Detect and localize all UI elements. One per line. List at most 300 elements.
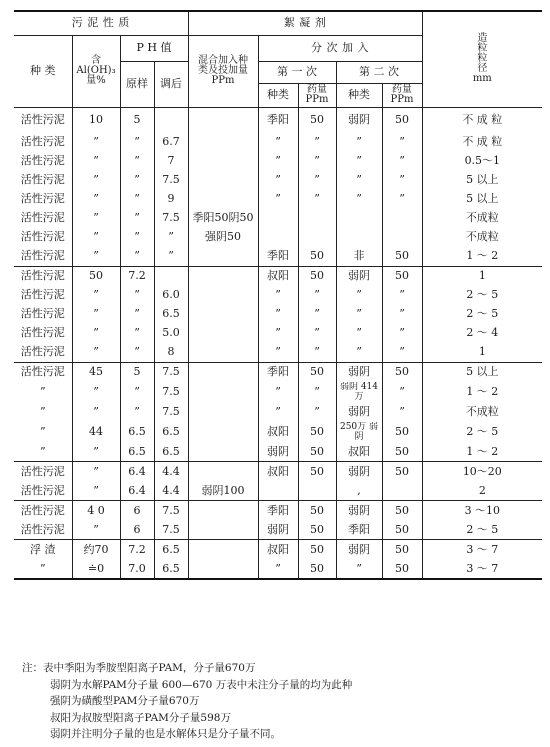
header-dose-1-b: PPm [305,94,329,105]
cell-d2: 50 [382,501,422,521]
cell-d1: 50 [298,520,336,540]
cell-d2: ” [382,286,422,305]
cell-type: 活性污泥 [20,503,65,517]
table-row [14,324,542,343]
cell-type: 活性污泥 [20,365,65,379]
cell-raw: ” [120,286,154,305]
cell-type: 活性污泥 [20,173,65,187]
cell-k1: ” [258,133,298,152]
header-mixed-1: 混合加入种 [198,55,248,66]
cell-raw: 6 [120,501,154,521]
cell-mix [188,382,258,403]
cell-d1: 50 [298,501,336,521]
cell-k1: 叔阳 [258,422,298,443]
cell-k2: 弱阴 [336,363,382,383]
cell-al: ” [72,462,120,482]
table-row [14,540,542,560]
cell-adj: 7 [154,152,188,171]
cell-d1: 50 [298,107,336,133]
cell-k2: ” [336,133,382,152]
cell-k2: ” [336,152,382,171]
cell-type: 活性污泥 [20,154,65,168]
cell-raw: 5 [120,107,154,133]
header-dose-2-a: 药量 [392,84,413,95]
cell-d1 [298,481,336,501]
cell-size: 0.5～1 [422,152,542,171]
cell-d2: ” [382,171,422,190]
header-staged: 分 次 加 入 [258,35,422,61]
cell-al: ” [72,382,120,403]
cell-adj: 6.5 [154,305,188,324]
cell-size: 1 [422,343,542,363]
cell-raw: 5 [120,363,154,383]
cell-mix [188,190,258,209]
header-mixed [188,35,258,107]
cell-k1: 叔阳 [258,462,298,482]
cell-k1 [258,209,298,228]
table-row [14,501,542,521]
cell-mix [188,559,258,579]
cell-raw: ” [120,171,154,190]
cell-k2: 弱阴 [336,267,382,287]
cell-k1: 季阳 [258,363,298,383]
cell-k1: 季阳 [258,501,298,521]
cell-d1: ” [298,324,336,343]
cell-k2: ” [336,343,382,363]
cell-type: 活性污泥 [20,230,65,244]
cell-mix [188,171,258,190]
cell-size: 1 [422,267,542,287]
cell-al: 10 [72,107,120,133]
cell-mix [188,152,258,171]
header-ph-adjusted: 调后 [154,61,188,107]
cell-k2 [336,228,382,247]
cell-type: 活性污泥 [14,247,72,267]
cell-mix [188,363,258,383]
cell-mix [188,540,258,560]
cell-size: 5 以上 [422,171,542,190]
cell-d1 [298,228,336,247]
cell-adj: 6.5 [154,442,188,462]
cell-type: ” [14,442,72,462]
cell-size: 不 成 粒 [422,133,542,152]
cell-type: 活性污泥 [14,481,72,501]
cell-mix [188,403,258,422]
header-dose-1-a: 药量 [307,84,327,95]
cell-raw: ” [120,305,154,324]
cell-type: ” [39,404,46,418]
cell-adj [154,267,188,287]
cell-al: ” [72,403,120,422]
cell-mix [188,442,258,462]
cell-k2: 非 [336,247,382,267]
table-body [14,107,542,579]
table-row [14,171,542,190]
cell-al: ” [72,209,120,228]
cell-adj: 6.5 [154,559,188,579]
table-row [14,520,542,540]
cell-type: 活性污泥 [20,112,65,126]
cell-raw: ” [120,324,154,343]
cell-raw: 7.0 [120,559,154,579]
cell-d1 [298,209,336,228]
cell-k2: ” [336,324,382,343]
cell-size: 3 ～ 7 [422,540,542,560]
cell-k1: 弱阴 [258,520,298,540]
note-line: 弱阴为水解PAM分子量 600—670 万表中未注分子量的均为此种 [50,678,353,691]
header-granule-size-3: 粒 [477,53,488,65]
table-row [14,363,542,383]
data-table [14,10,542,580]
cell-raw: ” [120,209,154,228]
cell-d2: ” [382,382,422,403]
header-second-stage: 第 二 次 [336,61,422,83]
cell-d1: 50 [298,462,336,482]
cell-d2: 50 [382,267,422,287]
cell-d1: ” [298,190,336,209]
cell-k2: 弱阴 [336,540,382,560]
cell-adj: 6.5 [154,540,188,560]
cell-type: ” [14,559,72,579]
table-row [14,382,542,403]
cell-size: 2 ～ 5 [422,520,542,540]
table-row [14,343,542,363]
cell-mix [188,324,258,343]
table-row [14,286,542,305]
header-ph: P H 值 [120,35,188,61]
cell-k2: ” [336,559,382,579]
header-mixed-3: PPm [211,75,235,86]
cell-adj [154,107,188,133]
cell-d2: 50 [382,559,422,579]
note-line: 弱阴并注明分子量的也是水解体只是分子量不同。 [50,728,281,740]
cell-d2 [382,228,422,247]
cell-raw: ” [120,152,154,171]
cell-al: ” [72,343,120,363]
cell-al: ” [72,228,120,247]
header-granule-size-5: mm [472,73,492,85]
header-mixed-2: 类及投加量 [198,65,248,76]
table-row [14,481,542,501]
cell-raw: ” [120,247,154,267]
cell-adj: 7.5 [154,363,188,383]
cell-raw: 7.2 [120,267,154,287]
cell-al: ” [72,286,120,305]
cell-raw: ” [120,382,154,403]
cell-mix [188,286,258,305]
cell-type: 活性污泥 [20,269,65,283]
header-dose-2 [382,83,422,107]
cell-al: ” [72,247,120,267]
cell-size: 1 ～ 2 [422,382,542,403]
header-dose-2-b: PPm [390,94,414,105]
cell-al: 约70 [72,540,120,560]
cell-k1: ” [258,343,298,363]
note-line: 强阴为磺酸型PAM分子量670万 [50,695,200,707]
cell-al: 44 [72,422,120,443]
cell-raw: 6.5 [120,442,154,462]
cell-d2: ” [382,305,422,324]
cell-k1 [258,481,298,501]
cell-mix [188,343,258,363]
cell-d2: ” [382,133,422,152]
cell-k1: ” [258,152,298,171]
cell-raw: 6 [120,520,154,540]
cell-k1: 弱阴 [258,442,298,462]
cell-k1: ” [258,382,298,403]
cell-al: 50 [72,267,120,287]
cell-size: 不 成 粒 [422,107,542,133]
cell-d2: 50 [382,520,422,540]
cell-d2: 50 [382,422,422,443]
header-flocculant: 絮 凝 剂 [188,11,422,35]
notes [22,660,530,743]
table-row [14,152,542,171]
cell-size: 2 ～ 5 [422,305,542,324]
cell-adj: 5.0 [154,324,188,343]
cell-d2 [382,481,422,501]
cell-size: 5 以上 [422,363,542,383]
cell-k1: 季阳 [258,247,298,267]
cell-d2: ” [382,324,422,343]
cell-k1: 叔阳 [258,540,298,560]
cell-type: 活性污泥 [14,343,72,363]
cell-k2: ” [336,190,382,209]
cell-d1: ” [298,133,336,152]
cell-size: 3 ～10 [422,501,542,521]
table-row [14,209,542,228]
header-aloh-1: 含 [91,55,101,66]
cell-d1: ” [298,382,336,403]
cell-type: 活性污泥 [20,464,65,478]
cell-d1: 50 [298,442,336,462]
cell-size: 2 [422,481,542,501]
cell-d1: 50 [298,267,336,287]
cell-size: 1 ～ 2 [422,247,542,267]
header-granule-size [422,11,542,107]
table-row [14,228,542,247]
cell-al: 4 0 [72,501,120,521]
cell-mix: 强阴50 [188,228,258,247]
cell-size: 不成粒 [422,228,542,247]
cell-adj: 4.4 [154,481,188,501]
cell-k2: 弱阴 414万 [336,382,382,403]
header-dose-1 [298,83,336,107]
header-ph-raw: 原样 [120,61,154,107]
cell-type: 活性污泥 [20,307,65,321]
cell-adj: 6.5 [154,422,188,443]
cell-k1: ” [258,305,298,324]
cell-d2: ” [382,343,422,363]
cell-d1: 50 [298,247,336,267]
table-row [14,305,542,324]
note-line: 注：表中季阳为季胺型阳离子PAM，分子量670万 [22,662,256,674]
cell-k2: 弱阴 [336,501,382,521]
cell-mix [188,305,258,324]
table-row [14,190,542,209]
cell-k1: ” [258,171,298,190]
cell-raw: 6.4 [120,481,154,501]
cell-d1: ” [298,305,336,324]
cell-adj: ” [154,247,188,267]
cell-adj: 7.5 [154,403,188,422]
cell-raw: ” [120,133,154,152]
cell-mix [188,462,258,482]
cell-d2: 50 [382,247,422,267]
cell-k2: 250万 弱阴 [336,422,382,443]
table-row [14,107,542,133]
table-row [14,403,542,422]
cell-type: 活性污泥 [20,135,65,149]
cell-type: 活性污泥 [20,326,65,340]
cell-mix [188,133,258,152]
cell-adj: 6.7 [154,133,188,152]
cell-k2: 季阳 [336,520,382,540]
cell-k1: ” [258,190,298,209]
cell-k1: 季阳 [258,107,298,133]
cell-k2 [336,209,382,228]
cell-mix [188,422,258,443]
cell-d1: ” [298,171,336,190]
cell-size: 1 ～ 2 [422,442,542,462]
cell-mix: 季阳50阴50 [188,209,258,228]
cell-d2: 50 [382,363,422,383]
cell-adj: 4.4 [154,462,188,482]
cell-al: ≐0 [72,559,120,579]
cell-d2: 50 [382,462,422,482]
cell-al: ” [72,520,120,540]
cell-k2: ” [336,305,382,324]
cell-d1: 50 [298,363,336,383]
cell-adj: 7.5 [154,501,188,521]
cell-mix [188,267,258,287]
cell-al: 45 [72,363,120,383]
cell-d1: 50 [298,540,336,560]
header-type: 种 类 [14,35,72,107]
cell-adj: 7.5 [154,209,188,228]
cell-type: 活性污泥 [20,192,65,206]
cell-size: 2 ～ 4 [422,324,542,343]
cell-mix: 弱阴100 [188,481,258,501]
cell-d2: 50 [382,442,422,462]
cell-d1: 50 [298,559,336,579]
cell-d1: ” [298,343,336,363]
cell-d2: ” [382,403,422,422]
cell-size: 3 ～ 7 [422,559,542,579]
cell-adj: 7.5 [154,520,188,540]
cell-al: ” [72,324,120,343]
cell-raw: 6.5 [120,422,154,443]
cell-k1: ” [258,324,298,343]
cell-k2: 叔阳 [336,442,382,462]
header-granule-size-4: 径 [477,63,488,75]
header-aloh-2: Al(OH)₃ [76,65,116,76]
cell-size: 2 ～ 5 [422,422,542,443]
cell-d1: ” [298,152,336,171]
table-row [14,559,542,579]
cell-size: 10～20 [422,462,542,482]
cell-adj: 8 [154,343,188,363]
cell-al: ” [72,133,120,152]
table-row [14,422,542,443]
header-kind-2: 种类 [336,83,382,107]
cell-al: ” [72,305,120,324]
cell-k1: ” [258,286,298,305]
cell-k1: 叔阳 [258,267,298,287]
cell-raw: ” [120,228,154,247]
cell-adj: 7.5 [154,382,188,403]
cell-size: 不成粒 [422,209,542,228]
cell-d2: 50 [382,107,422,133]
cell-k2: 弱阴 [336,403,382,422]
cell-size: 5 以上 [422,190,542,209]
cell-al: ” [72,152,120,171]
cell-k1: ” [258,559,298,579]
cell-k2: 弱阴 [336,107,382,133]
header-granule-size-1: 造 [477,33,488,45]
cell-k2: ” [336,286,382,305]
cell-al: ” [72,442,120,462]
cell-k1 [258,228,298,247]
cell-d1: ” [298,286,336,305]
cell-type: ” [39,424,46,438]
cell-type: 活性污泥 [14,520,72,540]
cell-d1: ” [298,403,336,422]
cell-adj: 9 [154,190,188,209]
cell-k2: ” [336,171,382,190]
cell-type: 浮 渣 [30,542,56,556]
cell-raw: ” [120,190,154,209]
note-line: 叔阳为叔胺型阳离子PAM分子量598万 [50,711,231,724]
table-row [14,442,542,462]
cell-k2: , [336,481,382,501]
cell-raw: 7.2 [120,540,154,560]
cell-al: ” [72,171,120,190]
table-row [14,247,542,267]
cell-adj: 7.5 [154,171,188,190]
cell-mix [188,501,258,521]
cell-type: ” [39,385,46,399]
cell-mix [188,107,258,133]
cell-adj: 6.0 [154,286,188,305]
cell-d2: ” [382,190,422,209]
table-row [14,462,542,482]
cell-d2: ” [382,152,422,171]
cell-raw: ” [120,343,154,363]
header-sludge-nature: 污 泥 性 质 [14,11,188,35]
cell-d2: 50 [382,540,422,560]
cell-raw: ” [120,403,154,422]
header-granule-size-2: 粒 [477,43,488,55]
header-aloh-3: 量% [86,75,106,86]
table-row [14,133,542,152]
table-row [14,267,542,287]
cell-mix [188,247,258,267]
cell-raw: 6.4 [120,462,154,482]
cell-d2 [382,209,422,228]
cell-d1: 50 [298,422,336,443]
header-kind-1: 种类 [258,83,298,107]
cell-al: ” [72,190,120,209]
cell-k2: 弱阴 [336,462,382,482]
cell-k1: ” [258,403,298,422]
header-first-stage: 第 一 次 [258,61,336,83]
header-aloh [72,35,120,107]
cell-size: 不成粒 [422,403,542,422]
cell-type: 活性污泥 [20,211,65,225]
cell-al: ” [72,481,120,501]
cell-mix [188,520,258,540]
